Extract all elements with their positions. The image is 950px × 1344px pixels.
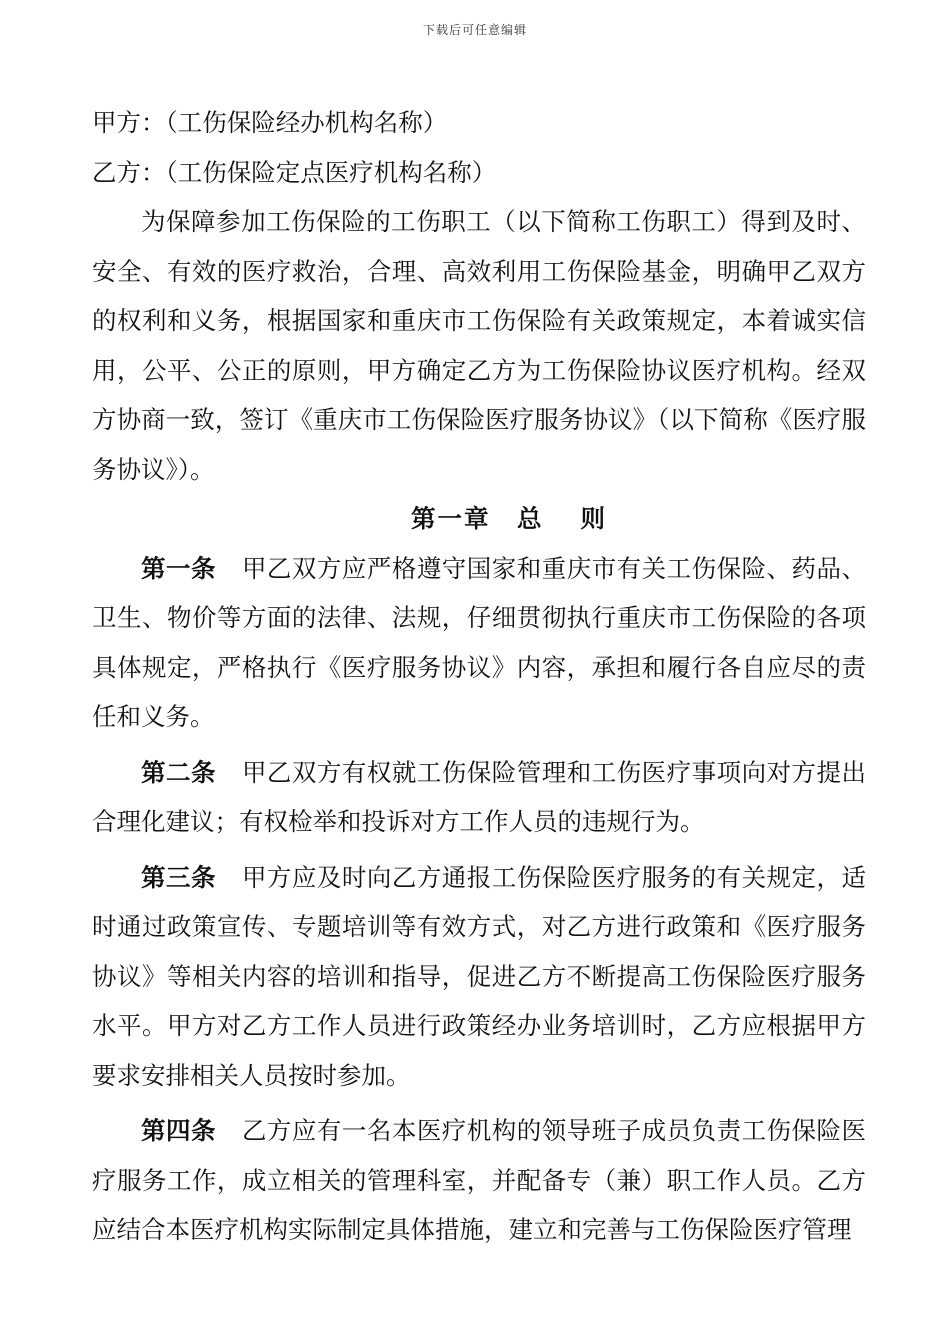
party-b-line: 乙方：（工伤保险定点医疗机构名称） <box>92 157 497 187</box>
article-2-text: 甲乙双方有权就工伤保险管理和工伤医疗事项向对方提出合理化建议；有权检举和投诉对方工作人员的违规行为。 <box>92 757 867 836</box>
page-header-note: 下载后可任意编辑 <box>422 23 527 37</box>
document-body <box>92 98 866 1255</box>
article-4-number: 第四条 <box>141 1116 216 1145</box>
article-3 <box>92 853 866 1101</box>
article-1 <box>92 544 866 742</box>
article-4-text: 乙方应有一名本医疗机构的领导班子成员负责工伤保险医疗服务工作，成立相关的管理科室，并配备专（兼）职工作人员。乙方应结合本医疗机构实际制定具体措施，建立和完善与工伤保险医疗管理 <box>92 1116 867 1244</box>
party-a-line: 甲方：（工伤保险经办机构名称） <box>92 108 448 137</box>
article-1-text: 甲乙双方应严格遵守国家和重庆市有关工伤保险、药品、卫生、物价等方面的法律、法规，仔细贯彻执行重庆市工伤保险的各项具体规定，严格执行《医疗服务协议》内容，承担和履行各自应尽的责任和义务。 <box>92 553 867 731</box>
article-3-text: 甲方应及时向乙方通报工伤保险医疗服务的有关规定，适时通过政策宣传、专题培训等有效方式，对乙方进行政策和《医疗服务协议》等相关内容的培训和指导，促进乙方不断提高工伤保险医疗服务水平。甲方对乙方工作人员进行政策经办业务培训时，乙方应根据甲方要求安排相关人员按时参加。 <box>92 862 867 1090</box>
article-2 <box>92 748 866 847</box>
article-1-number: 第一条 <box>141 553 216 583</box>
article-4 <box>92 1106 866 1255</box>
preamble-paragraph: 为保障参加工伤保险的工伤职工（以下简称工伤职工）得到及时、安全、有效的医疗救治，合理、高效利用工伤保险基金，明确甲乙双方的权利和义务，根据国家和重庆市工伤保险有关政策规定，本着诚实信用，公平、公正的原则，甲方确定乙方为工伤保险协议医疗机构。经双方协商一致，签订《重庆市工伤保险医疗服务协议》（以下简称《医疗服务协议》）。 <box>92 207 866 484</box>
article-2-number: 第二条 <box>141 757 216 787</box>
article-3-number: 第三条 <box>141 862 216 892</box>
chapter-title: 第一章 总 则 <box>410 504 608 533</box>
